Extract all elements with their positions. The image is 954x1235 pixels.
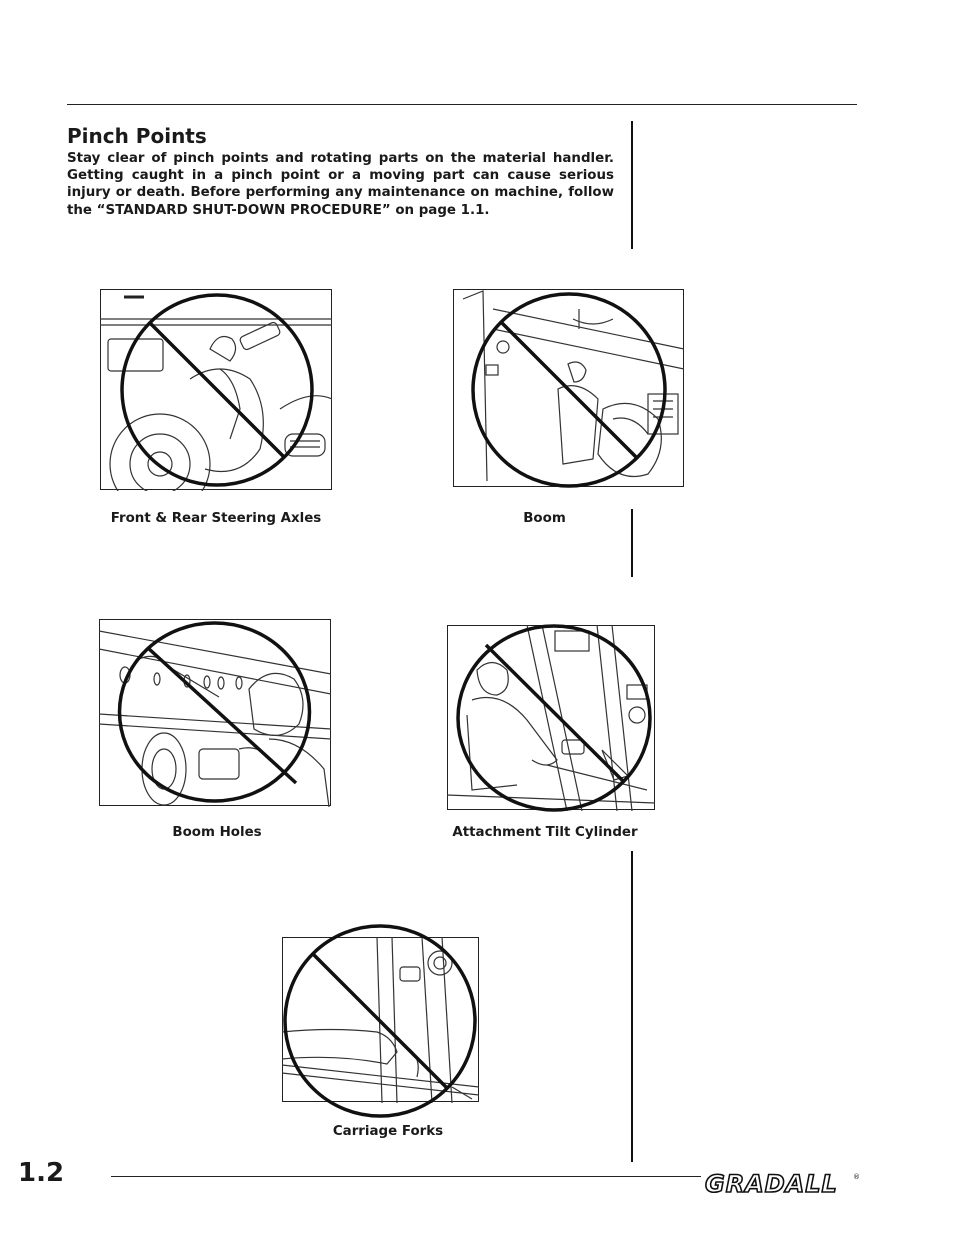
change-bar (631, 121, 633, 249)
intro-paragraph: Stay clear of pinch points and rotating parts on the material handler. Getting caught in a pinch point or a moving part can cause serious injury or death. Before performing any maintenance on machine, follow the “STANDARD SHUT-DOWN PROCEDURE” on page 1.1. (67, 151, 614, 218)
prohibition-icon (282, 923, 478, 1119)
change-bar (631, 851, 633, 1162)
figure-carriage-forks (282, 937, 479, 1103)
figure-boom (453, 289, 684, 488)
svg-text:GRADALL: GRADALL (705, 1170, 838, 1198)
section-title: Pinch Points (67, 124, 207, 148)
prohibition-icon (455, 623, 653, 813)
figure-attachment-tilt-cylinder (447, 625, 655, 811)
figure-caption: Carriage Forks (332, 1124, 444, 1139)
figure-steering-axles (100, 289, 332, 491)
figure-caption: Boom Holes (172, 825, 262, 840)
figure-caption: Boom (523, 511, 566, 526)
header-rule (67, 104, 857, 105)
gradall-logo (703, 1168, 861, 1202)
prohibition-icon (119, 292, 315, 488)
prohibition-icon (116, 620, 313, 804)
figure-boom-holes (99, 619, 331, 807)
svg-text:®: ® (853, 1173, 860, 1181)
figure-caption: Front & Rear Steering Axles (110, 511, 322, 526)
page-number: 1.2 (18, 1158, 65, 1188)
gradall-logo-mark (703, 1168, 861, 1198)
prohibition-icon (470, 291, 668, 489)
footer-rule (111, 1176, 701, 1177)
figure-caption: Attachment Tilt Cylinder (452, 825, 638, 840)
